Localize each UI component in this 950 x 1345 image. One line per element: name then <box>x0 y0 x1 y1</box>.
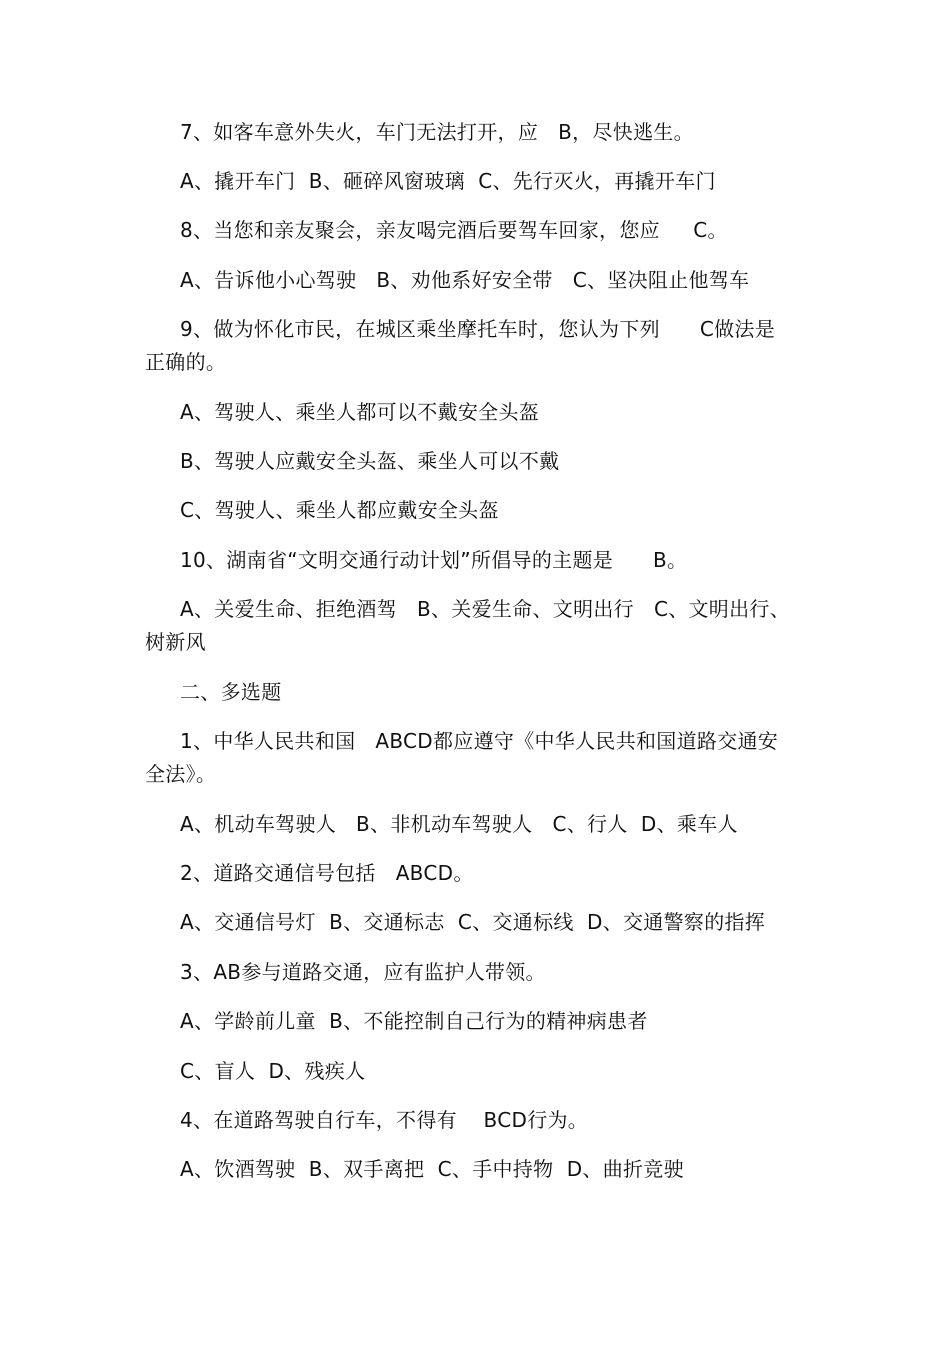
mc-question-4: 4、在道路驾驶自行车，不得有 BCD行为。 <box>180 1108 589 1132</box>
question-10-continued: 树新风 <box>145 630 206 654</box>
question-7: 7、如客车意外失火，车门无法打开，应 B，尽快逃生。 <box>180 120 694 144</box>
mc-question-2: 2、道路交通信号包括 ABCD。 <box>180 861 474 885</box>
question-7-options: A、撬开车门 B、砸碎风窗玻璃 C、先行灭火，再撬开车门 <box>180 169 716 193</box>
question-9-continued: 正确的。 <box>145 350 227 374</box>
mc-question-1-continued: 全法》。 <box>145 762 217 786</box>
mc-question-4-options: A、饮酒驾驶 B、双手离把 C、手中持物 D、曲折竞驶 <box>180 1157 684 1181</box>
question-8: 8、当您和亲友聚会，亲友喝完酒后要驾车回家，您应 C。 <box>180 218 728 242</box>
mc-question-1: 1、中华人民共和国 ABCD都应遵守《中华人民共和国道路交通安 <box>180 729 779 753</box>
section-heading: 二、多选题 <box>180 680 282 704</box>
question-8-options: A、告诉他小心驾驶 B、劝他系好安全带 C、坚决阻止他驾车 <box>180 268 750 292</box>
question-9-option-a: A、驾驶人、乘坐人都可以不戴安全头盔 <box>180 400 540 424</box>
question-10: 10、湖南省“文明交通行动计划”所倡导的主题是 B。 <box>180 548 688 572</box>
mc-question-3: 3、AB参与道路交通，应有监护人带领。 <box>180 960 546 984</box>
question-10-options: A、关爱生命、拒绝酒驾 B、关爱生命、文明出行 C、文明出行、 <box>180 597 791 621</box>
mc-question-3-options-cont: C、盲人 D、残疾人 <box>180 1059 366 1083</box>
mc-question-2-options: A、交通信号灯 B、交通标志 C、交通标线 D、交通警察的指挥 <box>180 910 766 934</box>
question-9-option-b: B、驾驶人应戴安全头盔、乘坐人可以不戴 <box>180 449 560 473</box>
question-9-option-c: C、驾驶人、乘坐人都应戴安全头盔 <box>180 498 499 522</box>
question-9: 9、做为怀化市民，在城区乘坐摩托车时，您认为下列 C做法是 <box>180 317 776 341</box>
mc-question-1-options: A、机动车驾驶人 B、非机动车驾驶人 C、行人 D、乘车人 <box>180 812 738 836</box>
mc-question-3-options: A、学龄前儿童 B、不能控制自己行为的精神病患者 <box>180 1009 648 1033</box>
